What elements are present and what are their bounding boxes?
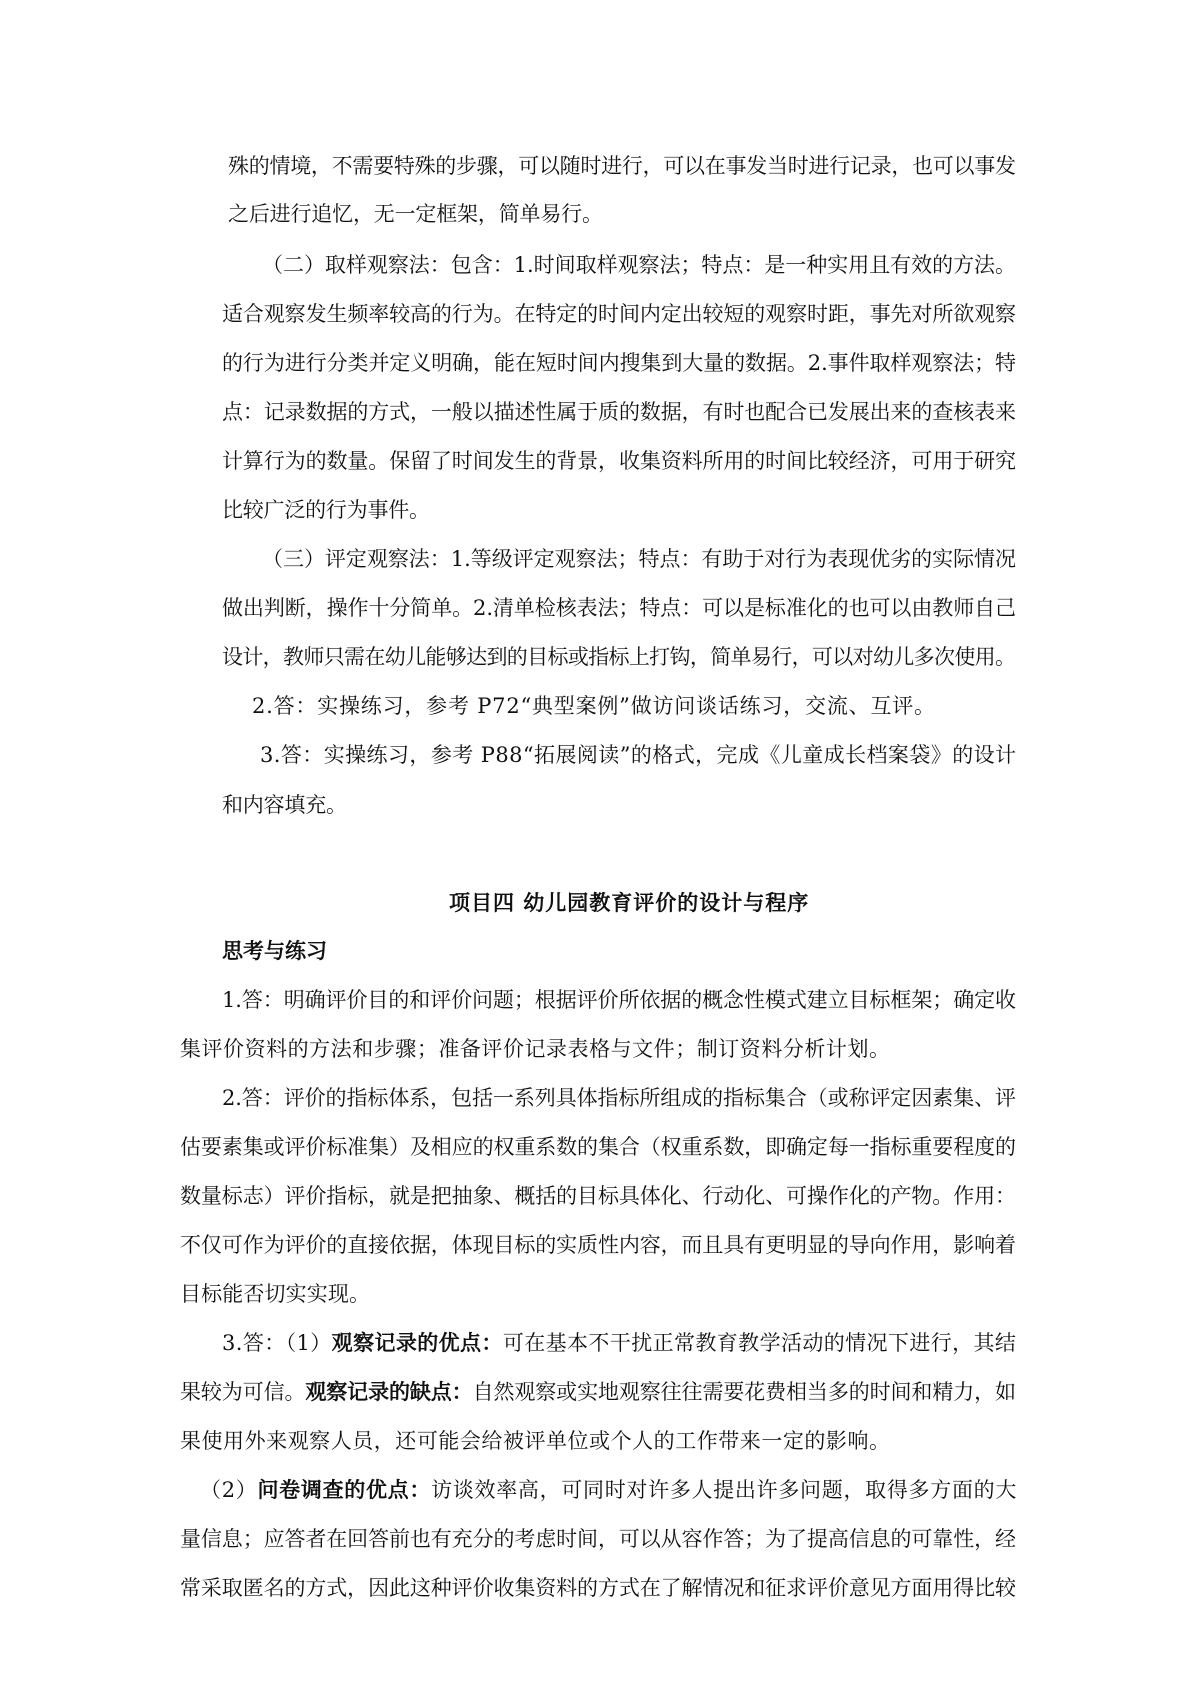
text-run: 2.答：评价的指标体系，包括一系列具体指标所组成的指标集合（或称评定因素集、评	[222, 1086, 1016, 1110]
text-run: 果较为可信。	[180, 1380, 306, 1404]
text-run: 比较广泛的行为事件。	[222, 498, 430, 522]
bold-text: 问卷调查的优点：	[257, 1478, 432, 1502]
text-run: 常采取匿名的方式，因此这种评价收集资料的方式在了解情况和征求评价意见方面用得比较	[180, 1576, 1016, 1600]
text-run: 1.答：明确评价目的和评价问题；根据评价所依据的概念性模式建立目标框架；确定收	[222, 988, 1016, 1012]
text-run: 3.答：实操练习，参考 P88“拓展阅读”的格式，完成《儿童成长档案袋》的设计	[260, 743, 1017, 767]
text-run: 目标能否切实实现。	[180, 1282, 371, 1306]
text-run: （三）评定观察法：1.等级评定观察法；特点：有助于对行为表现优劣的实际情况	[262, 547, 1017, 571]
text-run: 点：记录数据的方式，一般以描述性属于质的数据，有时也配合已发展出来的查核表来	[222, 400, 1016, 424]
text-run: 不仅可作为评价的直接依据，体现目标的实质性内容，而且具有更明显的导向作用，影响着	[180, 1233, 1016, 1257]
text-run: （2）	[200, 1478, 258, 1502]
body-line	[180, 1186, 1016, 1207]
body-line	[222, 402, 1016, 423]
body-line	[252, 696, 936, 717]
body-line	[180, 1578, 1016, 1599]
bold-text: 项目四 幼儿园教育评价的设计与程序	[449, 891, 810, 915]
text-run: 殊的情境，不需要特殊的步骤，可以随时进行，可以在事发当时进行记录，也可以事发	[228, 154, 1016, 178]
subsection-heading	[222, 941, 327, 962]
body-line	[222, 598, 1016, 619]
text-run: 适合观察发生频率较高的行为。在特定的时间内定出较短的观察时距，事先对所欲观察	[222, 302, 1016, 326]
body-line	[180, 1431, 891, 1452]
body-line	[222, 353, 1016, 374]
section-title	[449, 893, 809, 914]
body-line	[260, 745, 1016, 766]
text-run: 的行为进行分类并定义明确，能在短时间内搜集到大量的数据。2.事件取样观察法；特	[222, 351, 1016, 375]
body-line	[222, 500, 430, 521]
text-run: 2.答：实操练习，参考 P72“典型案例”做访问谈话练习，交流、互评。	[252, 694, 936, 718]
body-line	[180, 1284, 370, 1305]
text-run: 访谈效率高，可同时对许多人提出许多问题，取得多方面的大	[431, 1478, 1018, 1502]
body-line	[200, 1480, 1017, 1501]
text-run: 3.答：（1）	[222, 1331, 332, 1355]
bold-text: 思考与练习	[222, 939, 327, 963]
text-run: 设计，教师只需在幼儿能够达到的目标或指标上打钩，简单易行，可以对幼儿多次使用。	[222, 645, 1016, 669]
text-run: 和内容填充。	[222, 793, 347, 817]
body-line	[228, 204, 603, 225]
text-run: 计算行为的数量。保留了时间发生的背景，收集资料所用的时间比较经济，可用于研究	[222, 449, 1016, 473]
body-line	[262, 549, 1016, 570]
bold-text: 观察记录的缺点：	[305, 1380, 473, 1404]
body-line	[222, 304, 1016, 325]
body-line	[222, 647, 1015, 668]
text-run: 量信息；应答者在回答前也有充分的考虑时间，可以从容作答；为了提高信息的可靠性，经	[180, 1527, 1016, 1551]
body-line	[222, 451, 1016, 472]
body-line	[228, 156, 1016, 177]
body-line	[180, 1382, 1016, 1403]
text-run: 做出判断，操作十分简单。2.清单检核表法；特点：可以是标准化的也可以由教师自己	[222, 596, 1016, 620]
text-run: 果使用外来观察人员，还可能会给被评单位或个人的工作带来一定的影响。	[180, 1429, 891, 1453]
text-run: （二）取样观察法：包含：1.时间取样观察法；特点：是一种实用且有效的方法。	[262, 253, 1017, 277]
body-line	[180, 1137, 1016, 1158]
body-line	[222, 1333, 1016, 1354]
text-run: 自然观察或实地观察往往需要花费相当多的时间和精力，如	[472, 1380, 1016, 1404]
text-run: 之后进行追忆，无一定框架，简单易行。	[228, 202, 603, 226]
body-line	[180, 1235, 1016, 1256]
body-line	[222, 990, 1016, 1011]
body-line	[222, 1088, 1016, 1109]
bold-text: 观察记录的优点：	[331, 1331, 503, 1355]
text-run: 集评价资料的方法和步骤；准备评价记录表格与文件；制订资料分析计划。	[180, 1037, 891, 1061]
body-line	[180, 1529, 1016, 1550]
text-run: 可在基本不干扰正常教育教学活动的情况下进行，其结	[502, 1331, 1017, 1355]
body-line	[262, 255, 1016, 276]
body-line	[180, 1039, 891, 1060]
text-run: 数量标志）评价指标，就是把抽象、概括的目标具体化、行动化、可操作化的产物。作用：	[180, 1184, 1016, 1208]
text-run: 估要素集或评价标准集）及相应的权重系数的集合（权重系数，即确定每一指标重要程度的	[180, 1135, 1016, 1159]
body-line	[222, 795, 347, 816]
